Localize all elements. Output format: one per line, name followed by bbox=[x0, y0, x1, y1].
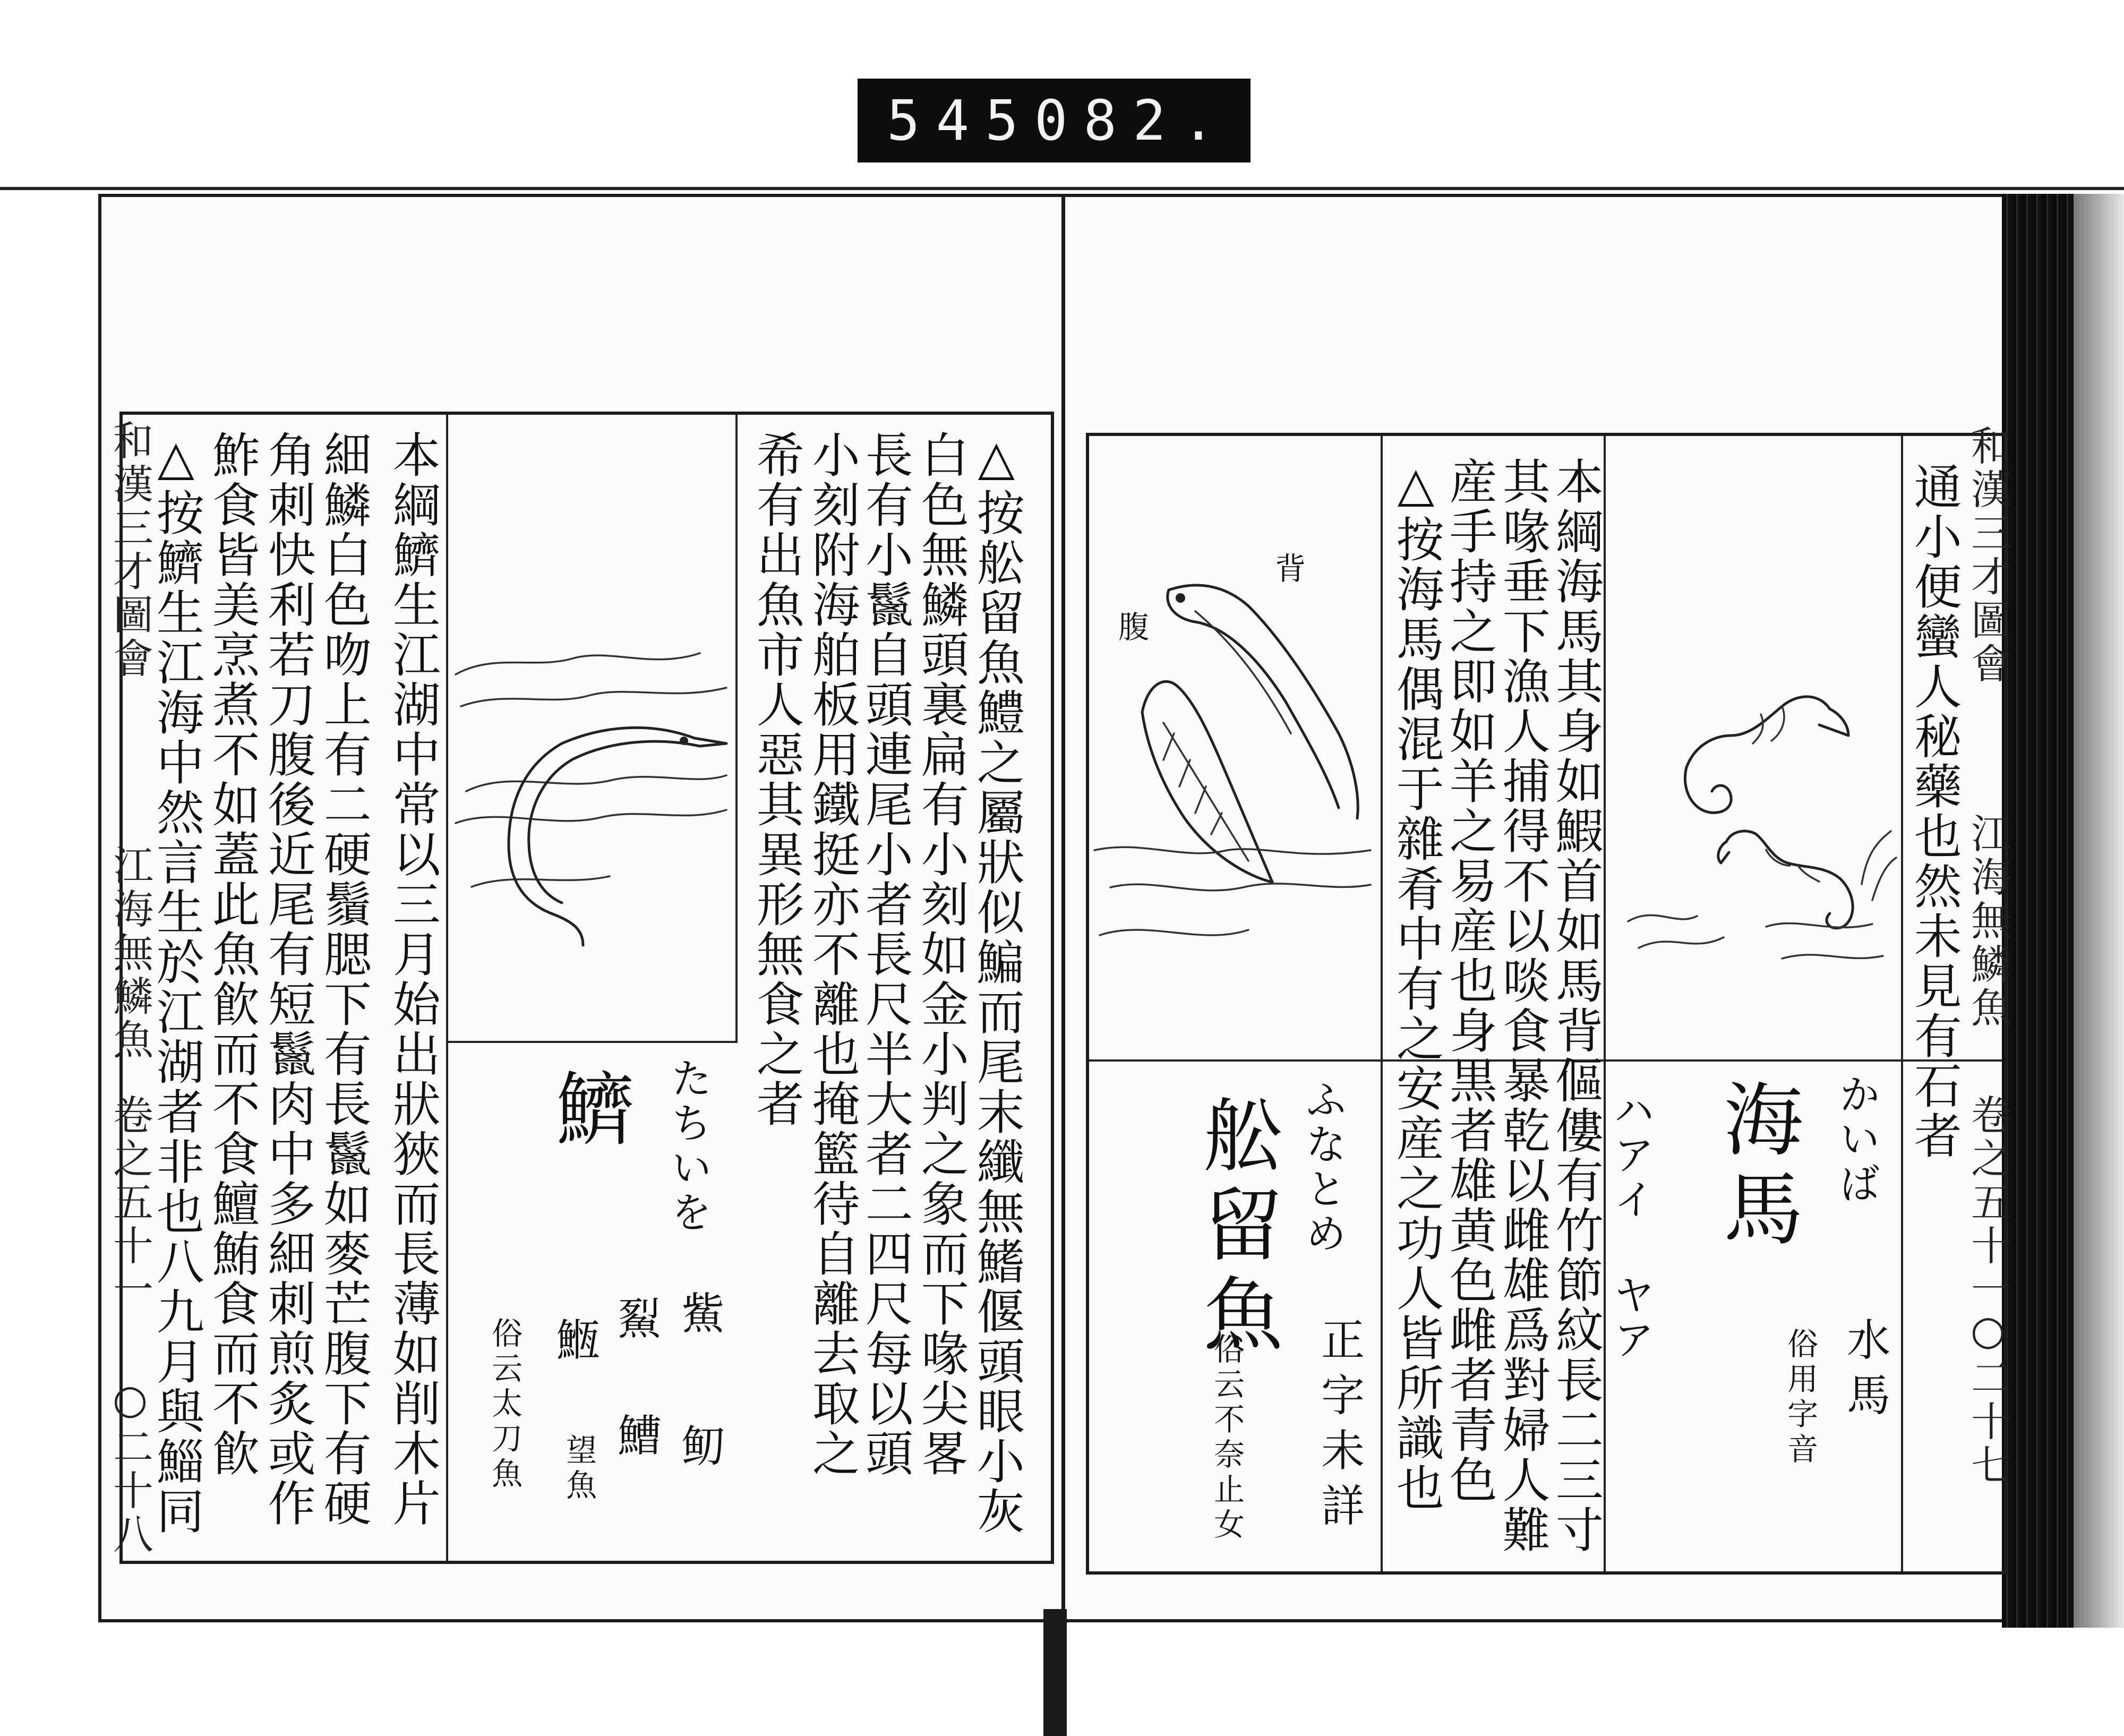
column-divider bbox=[1604, 436, 1606, 1571]
entry-reading: ふなとめ bbox=[1298, 1078, 1347, 1256]
catalog-label-left: 545 bbox=[887, 88, 1034, 153]
label-back: 背 bbox=[1270, 552, 1306, 587]
right-page-folio: 卷之五十一 bbox=[1964, 1094, 2012, 1312]
left-page-chapter: 江海無鱗魚 bbox=[106, 844, 154, 1062]
column-divider bbox=[1901, 436, 1903, 1571]
entry-text-column: 本綱鱭生江湖中常以三月始出狀狹而長薄如削木片 bbox=[384, 430, 440, 1528]
left-page-number: ○二十八 bbox=[106, 1375, 154, 1557]
entry-text-column: 長有小鬣自頭連尾小者長尺半大者二四尺每以頭 bbox=[857, 430, 913, 1478]
continuation-text: 通小便蠻人秘藥也然未見有石者 bbox=[1905, 462, 1962, 1161]
book-spine bbox=[2002, 194, 2076, 1628]
right-page-number: ○二十七 bbox=[1964, 1306, 2012, 1487]
entry-reading: かいば bbox=[1832, 1073, 1880, 1207]
spine-shadow bbox=[2074, 194, 2124, 1628]
popular-name: 俗云不奈止女 bbox=[1209, 1333, 1245, 1543]
seahorse-illustration bbox=[1607, 438, 1899, 1057]
usage-note: 俗用字音 bbox=[1782, 1328, 1819, 1468]
column-divider bbox=[735, 415, 738, 1041]
transliteration: ハアイ ヤア bbox=[1606, 1089, 1655, 1363]
box-divider bbox=[448, 1041, 738, 1043]
popular-name: 俗云太刀魚 bbox=[486, 1317, 523, 1492]
entry-title: 海馬 bbox=[1710, 1078, 1802, 1256]
entry-text-column: 其喙垂下漁人捕得不以啖食暴乾以雌雄爲對婦人難 bbox=[1494, 457, 1550, 1555]
label-belly: 腹 bbox=[1113, 611, 1150, 646]
alt-name: 望魚 bbox=[561, 1434, 597, 1504]
alt-name: 鰽 bbox=[610, 1413, 661, 1468]
column-divider bbox=[446, 415, 448, 1561]
entry-title: 鱭 bbox=[542, 1067, 634, 1157]
entry-text-column: △按鱭生江海中然言生於江湖者非也八九月與鯔同 bbox=[148, 430, 204, 1536]
entry-text-column: 角刺快利若刀腹後近尾有短鬣肉中多細刺煎炙或作 bbox=[259, 430, 315, 1528]
entry-text-column: 小刻附海舶板用鐵挺亦不離也掩籃待自離去取之 bbox=[803, 430, 860, 1478]
entry-text-column: 鮓食皆美烹煮不如蓋此魚飮而不食鱣鮪食而不飮 bbox=[203, 430, 260, 1478]
entry-reading: たちいを bbox=[664, 1057, 712, 1235]
alt-name: 水馬 bbox=[1839, 1317, 1890, 1427]
right-page-header: 和漢三才圖會 bbox=[1964, 425, 2012, 686]
fish-illustration bbox=[450, 420, 734, 1038]
entry-text-column: 細鱗白色吻上有二硬鬚腮下有長鬣如麥芒腹下有硬 bbox=[315, 430, 371, 1528]
entry-text-column: 白色無鱗頭裏扁有小刻如金小判之象而下喙尖畧 bbox=[912, 430, 969, 1478]
right-page-chapter: 江海無鱗魚 bbox=[1964, 813, 2012, 1030]
alt-name: 鱽 bbox=[674, 1423, 725, 1478]
entry-text-column: 希有出魚市人惡其異形無食之者 bbox=[748, 430, 804, 1129]
entry-text-column: 産手持之即如羊之易産也身黒者雄黄色雌者青色 bbox=[1441, 457, 1497, 1505]
entry-title: 舩留魚 bbox=[1189, 1094, 1282, 1362]
entry-text-column: △按舩留魚鱧之屬狀似鯿而尾末纖無鰭偃頭眼小灰 bbox=[968, 430, 1024, 1536]
catalog-label bbox=[858, 79, 1251, 163]
entry-text-column: 本綱海馬其身如鰕首如馬背傴僂有竹節紋長二三寸 bbox=[1547, 457, 1603, 1555]
fish-back-belly-illustration bbox=[1089, 436, 1378, 1057]
catalog-label-right: 082. bbox=[1034, 88, 1231, 153]
binding-tab bbox=[1043, 1609, 1067, 1736]
left-page-header: 和漢三才圖會 bbox=[106, 420, 154, 681]
column-divider bbox=[1381, 436, 1383, 1571]
entry-text-column: △按海馬偶混于雜肴中有之安産之功人皆所識也 bbox=[1388, 457, 1444, 1513]
alt-name: 䱭 bbox=[549, 1317, 600, 1372]
usage-note: 正字未詳 bbox=[1314, 1317, 1365, 1538]
left-page-folio: 卷之五十一 bbox=[106, 1094, 154, 1312]
alt-name: 鮆 bbox=[674, 1290, 725, 1346]
scan-top-line bbox=[0, 187, 2124, 190]
alt-name: 鮤 bbox=[610, 1296, 661, 1351]
